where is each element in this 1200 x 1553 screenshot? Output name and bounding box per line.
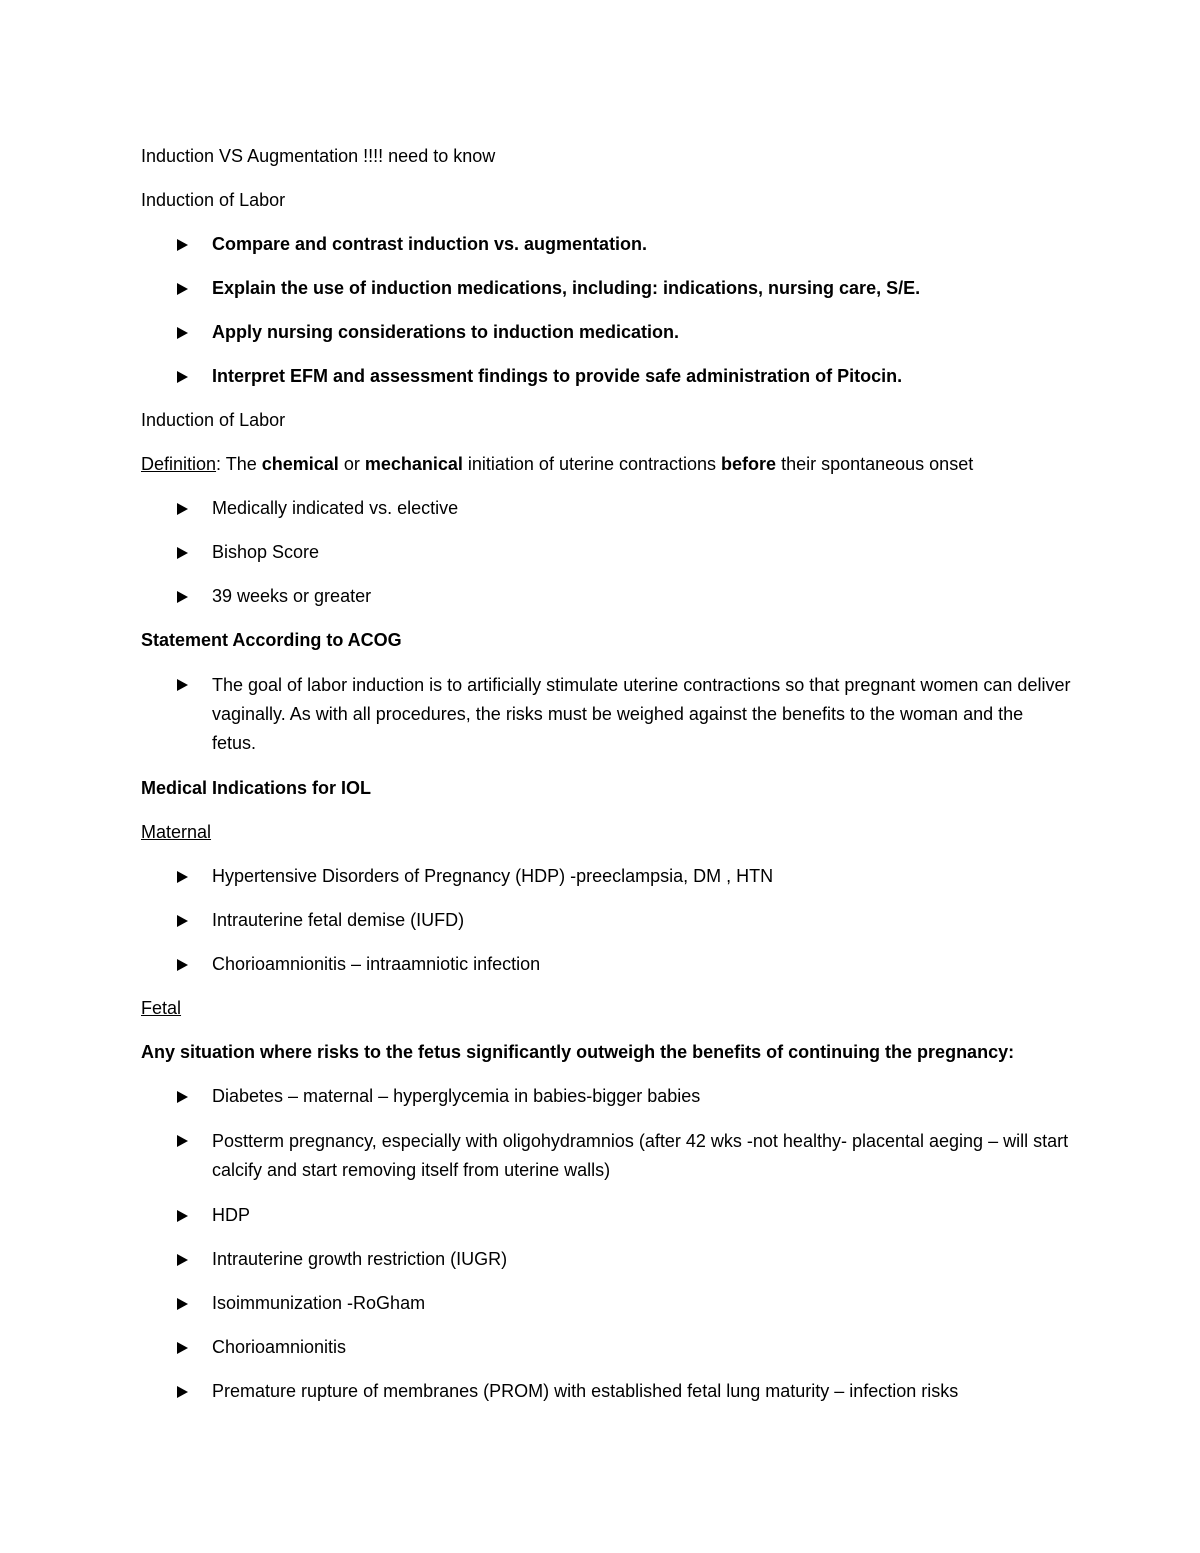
definition-text: initiation of uterine contractions bbox=[462, 454, 722, 474]
list-item bbox=[141, 1246, 1071, 1273]
list-item-text: Interpret EFM and assessment findings to provide safe administration of Pitocin. bbox=[212, 366, 903, 386]
list-item-text: Bishop Score bbox=[212, 542, 320, 562]
right-triangle-arrow-icon bbox=[177, 1342, 188, 1354]
list-item bbox=[141, 1290, 1071, 1317]
right-triangle-arrow-icon bbox=[177, 679, 188, 691]
right-triangle-arrow-icon bbox=[177, 915, 188, 927]
section-title-induction-of-labor: Induction of Labor bbox=[141, 190, 286, 210]
definition-text: or bbox=[338, 454, 365, 474]
right-triangle-arrow-icon bbox=[177, 547, 188, 559]
list-item bbox=[141, 1083, 1071, 1110]
document-body bbox=[141, 143, 1071, 1422]
acog-points-list bbox=[141, 671, 1071, 758]
right-triangle-arrow-icon bbox=[177, 959, 188, 971]
right-triangle-arrow-icon bbox=[177, 239, 188, 251]
list-item-text: HDP bbox=[212, 1205, 251, 1225]
list-item-text: Hypertensive Disorders of Pregnancy (HDP) -preeclampsia, DM , HTN bbox=[212, 866, 774, 886]
list-item bbox=[141, 363, 1071, 390]
list-item bbox=[141, 1378, 1071, 1405]
list-item-text: Medically indicated vs. elective bbox=[212, 498, 459, 518]
list-item-text: Premature rupture of membranes (PROM) with established fetal lung maturity – infection risks bbox=[212, 1381, 959, 1401]
list-item bbox=[141, 583, 1071, 610]
list-item-text: Intrauterine fetal demise (IUFD) bbox=[212, 910, 465, 930]
definition-text: The bbox=[221, 454, 262, 474]
list-item-text: Compare and contrast induction vs. augmentation. bbox=[212, 234, 648, 254]
list-item-text: 39 weeks or greater bbox=[212, 586, 372, 606]
right-triangle-arrow-icon bbox=[177, 1091, 188, 1103]
definition-colon: : bbox=[216, 454, 222, 474]
list-item bbox=[141, 1202, 1071, 1229]
fetal-statement: Any situation where risks to the fetus significantly outweigh the benefits of continuing the pregnancy: bbox=[141, 1042, 1015, 1062]
definition-bold-term: mechanical bbox=[364, 454, 463, 474]
maternal-title: Maternal bbox=[141, 822, 212, 842]
list-item bbox=[141, 671, 1071, 758]
list-item-text: Postterm pregnancy, especially with oligohydramnios (after 42 wks -not healthy- placental aeging – will start calcify and start removing itself from uterine walls) bbox=[212, 1131, 1069, 1180]
fetal-points-list bbox=[141, 1083, 1071, 1405]
acog-title: Statement According to ACOG bbox=[141, 630, 402, 650]
list-item-text: Chorioamnionitis bbox=[212, 1337, 347, 1357]
definition-text: their spontaneous onset bbox=[776, 454, 974, 474]
fetal-title: Fetal bbox=[141, 998, 182, 1018]
definition-bold-term: before bbox=[721, 454, 777, 474]
maternal-points-list bbox=[141, 863, 1071, 978]
heading-line: Induction VS Augmentation !!!! need to know bbox=[141, 146, 496, 166]
right-triangle-arrow-icon bbox=[177, 1298, 188, 1310]
right-triangle-arrow-icon bbox=[177, 503, 188, 515]
list-item bbox=[141, 539, 1071, 566]
list-item-text: Isoimmunization -RoGham bbox=[212, 1293, 426, 1313]
list-item-text: Diabetes – maternal – hyperglycemia in babies-bigger babies bbox=[212, 1086, 701, 1106]
list-item-text: Explain the use of induction medications, including: indications, nursing care, S/E. bbox=[212, 278, 921, 298]
list-item-text: Chorioamnionitis – intraamniotic infection bbox=[212, 954, 541, 974]
list-item-text: Intrauterine growth restriction (IUGR) bbox=[212, 1249, 508, 1269]
definition-paragraph bbox=[141, 451, 1071, 478]
right-triangle-arrow-icon bbox=[177, 1210, 188, 1222]
list-item bbox=[141, 863, 1071, 890]
right-triangle-arrow-icon bbox=[177, 591, 188, 603]
right-triangle-arrow-icon bbox=[177, 1254, 188, 1266]
right-triangle-arrow-icon bbox=[177, 871, 188, 883]
section-title-induction-of-labor-2: Induction of Labor bbox=[141, 410, 286, 430]
definition-points-list bbox=[141, 495, 1071, 610]
list-item bbox=[141, 951, 1071, 978]
list-item-text: Apply nursing considerations to induction medication. bbox=[212, 322, 680, 342]
list-item bbox=[141, 231, 1071, 258]
list-item bbox=[141, 1127, 1071, 1185]
list-item bbox=[141, 1334, 1071, 1361]
list-item bbox=[141, 319, 1071, 346]
list-item bbox=[141, 275, 1071, 302]
objectives-list bbox=[141, 231, 1071, 390]
right-triangle-arrow-icon bbox=[177, 371, 188, 383]
right-triangle-arrow-icon bbox=[177, 1135, 188, 1147]
list-item-text: The goal of labor induction is to artificially stimulate uterine contractions so that pregnant women can deliver vaginally. As with all procedures, the risks must be weighed against the benefits to the woman and the fetus. bbox=[212, 675, 1071, 753]
right-triangle-arrow-icon bbox=[177, 1386, 188, 1398]
right-triangle-arrow-icon bbox=[177, 283, 188, 295]
definition-bold-term: chemical bbox=[261, 454, 339, 474]
list-item bbox=[141, 495, 1071, 522]
list-item bbox=[141, 907, 1071, 934]
indications-title: Medical Indications for IOL bbox=[141, 778, 372, 798]
right-triangle-arrow-icon bbox=[177, 327, 188, 339]
definition-label: Definition bbox=[141, 454, 217, 474]
